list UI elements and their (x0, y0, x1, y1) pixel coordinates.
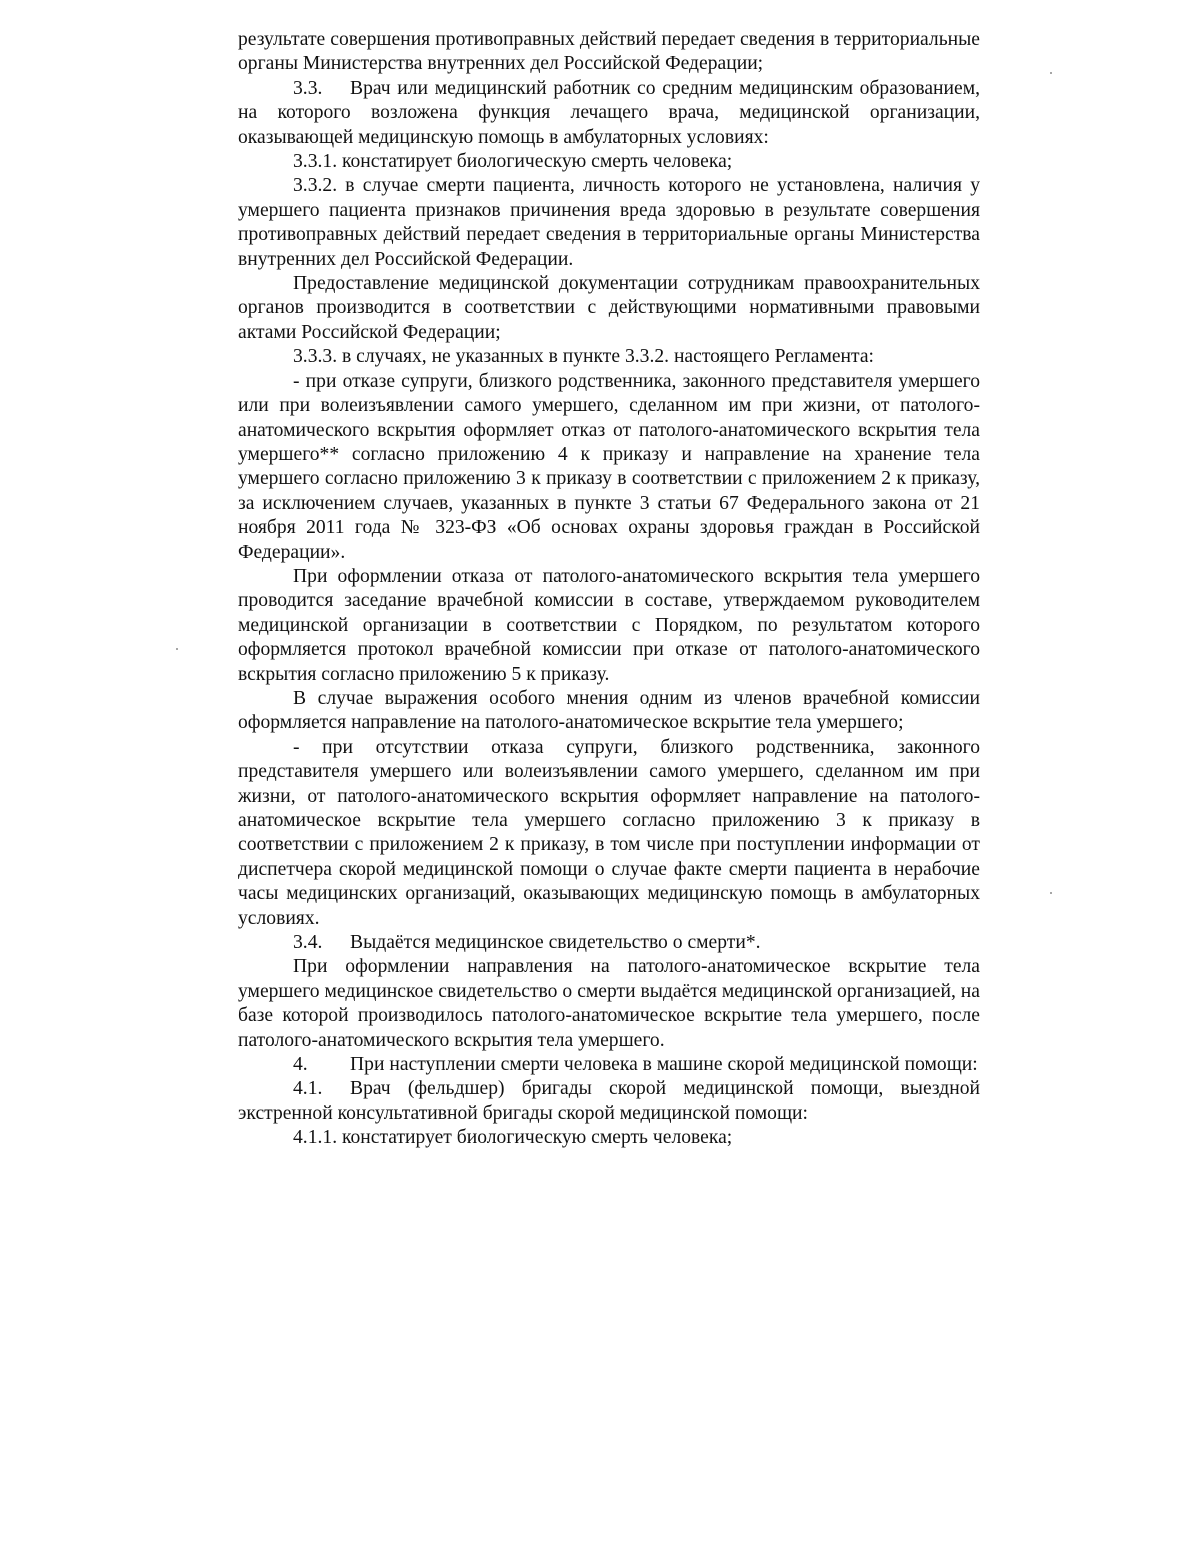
item-number: 4. (293, 1054, 308, 1076)
item-text: Врач или медицинский работник со средним медицинским образованием, на которого возложена функция лечащего врача, медицинской организации, оказывающей медицинскую помощь в амбулаторных условиях: (238, 77, 980, 148)
paragraph-commission: При оформлении отказа от патолого-анатомического вскрытия тела умершего проводится заседание врачебной комиссии в составе, утверждаемом руководителем медицинской организации в соответствии с Порядком, по результатом которого оформляется протокол врачебной комиссии при отказе от патолого-анатомического вскрытия согласно приложению 5 к приказу. (238, 565, 980, 685)
paragraph-3-3-2: 3.3.2. в случае смерти пациента, личность которого не установлена, наличия у умершего пациента признаков причинения вреда здоровью в результате совершения противоправных действий передает сведения в территориальные органы Министерства внутренних дел Российской Федерации. (238, 175, 980, 270)
scan-speck (1050, 72, 1052, 74)
item-number: 3.4. (293, 932, 323, 954)
item-text: Врач (фельдшер) бригады скорой медицинской помощи, выездной экстренной консультативной бригады скорой медицинской помощи: (238, 1078, 980, 1124)
paragraph-3-3-1: 3.3.1. констатирует биологическую смерть человека; (293, 151, 733, 173)
paragraph-3-3 (238, 77, 980, 150)
paragraph-3-3-3: 3.3.3. в случаях, не указанных в пункте 3.3.2. настоящего Регламента: (293, 346, 874, 368)
paragraph-3-4 (238, 931, 980, 955)
item-number: 3.3. (293, 77, 323, 99)
paragraph-special-opinion: В случае выражения особого мнения одним из членов врачебной комиссии оформляется направление на патолого-анатомическое вскрытие тела умершего; (238, 687, 980, 734)
paragraph-certificate: При оформлении направления на патолого-анатомическое вскрытие тела умершего медицинское свидетельство о смерти выдаётся медицинской организацией, на базе которой производилось патолого-анатомическое вскрытие тела умершего, после патолого-анатомического вскрытия тела умершего. (238, 956, 980, 1051)
scan-speck (1050, 892, 1052, 894)
item-number: 4.1. (293, 1078, 323, 1100)
item-text: Выдаётся медицинское свидетельство о смерти*. (350, 932, 761, 954)
paragraph-4 (238, 1053, 980, 1077)
document-page (238, 28, 980, 1151)
item-text: При наступлении смерти человека в машине скорой медицинской помощи: (350, 1054, 978, 1076)
paragraph-4-1-1: 4.1.1. констатирует биологическую смерть человека; (293, 1127, 733, 1149)
paragraph-4-1 (238, 1077, 980, 1126)
paragraph-continuation: результате совершения противоправных действий передает сведения в территориальные органы Министерства внутренних дел Российской Федерации; (238, 29, 980, 75)
paragraph-no-refusal: - при отсутствии отказа супруги, близкого родственника, законного представителя умершего или волеизъявлении самого умершего, сделанном им при жизни, от патолого-анатомического вскрытия оформляет направление на патолого-анатомическое вскрытие тела умершего согласно приложению 3 к приказу в соответствии с приложением 2 к приказу, в том числе при поступлении информации от диспетчера скорой медицинской помощи о случае факте смерти пациента в нерабочие часы медицинских организаций, оказывающих медицинскую помощь в амбулаторных условиях. (238, 736, 980, 929)
paragraph-refusal: - при отказе супруги, близкого родственника, законного представителя умершего или при волеизъявлении самого умершего, сделанном им при жизни, от патолого-анатомического вскрытия оформляет отказ от патолого-анатомического вскрытия тела умершего** согласно приложению 4 к приказу и направление на хранение тела умершего согласно приложению 3 к приказу в соответствии с приложением 2 к приказу, за исключением случаев, указанных в пункте 3 статьи 67 Федерального закона от 21 ноября 2011 года № 323-ФЗ «Об основах охраны здоровья граждан в Российской Федерации». (238, 370, 980, 563)
paragraph-documentation: Предоставление медицинской документации сотрудникам правоохранительных органов производится в соответствии с действующими нормативными правовыми актами Российской Федерации; (238, 273, 980, 343)
scan-speck (176, 648, 178, 650)
